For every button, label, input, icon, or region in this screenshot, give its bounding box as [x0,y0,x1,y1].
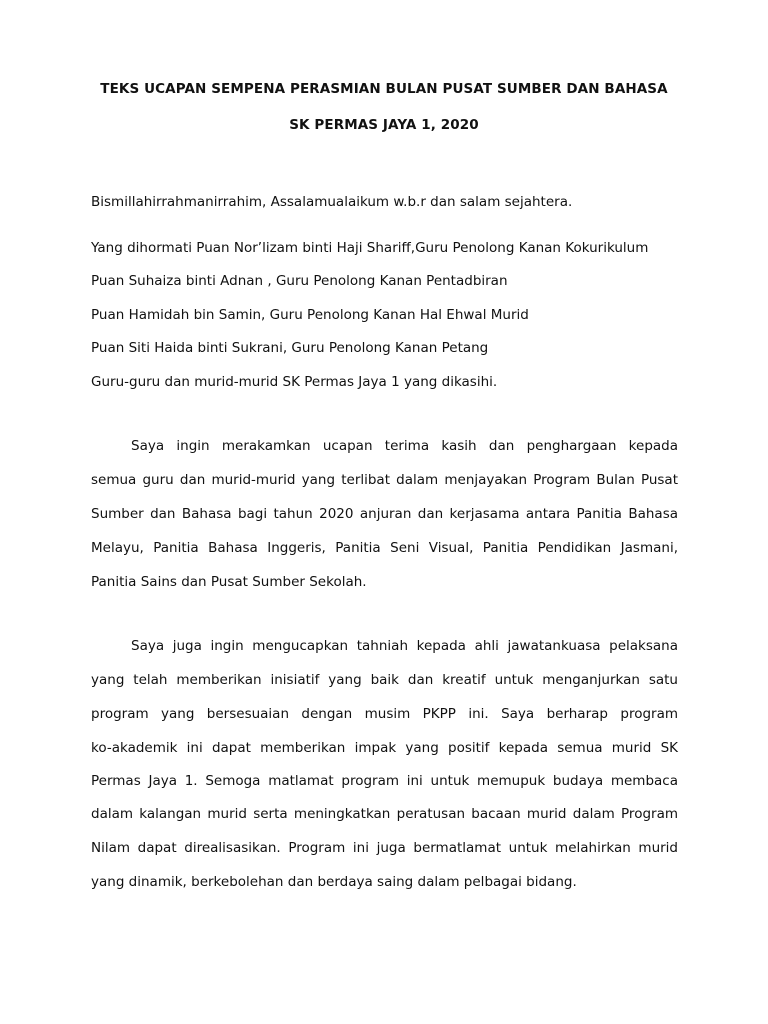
salutation-line: Puan Hamidah bin Samin, Guru Penolong Kanan Hal Ehwal Murid [91,307,529,323]
salutation-line: Guru-guru dan murid-murid SK Permas Jaya 1 yang dikasihi. [91,374,498,390]
paragraph-1-line: Melayu, Panitia Bahasa Inggeris, Panitia Seni Visual, Panitia Pendidikan Jasmani, [91,540,678,556]
paragraph-2-line: program yang bersesuaian dengan musim PKPP ini. Saya berharap program [91,706,678,722]
document-title-line-1: TEKS UCAPAN SEMPENA PERASMIAN BULAN PUSAT SUMBER DAN BAHASA [100,81,668,97]
paragraph-2-line: yang telah memberikan inisiatif yang baik dan kreatif untuk menganjurkan satu [91,672,678,688]
paragraph-1-line: Saya ingin merakamkan ucapan terima kasih dan penghargaan kepada [131,438,678,454]
paragraph-1-line: semua guru dan murid-murid yang terlibat dalam menjayakan Program Bulan Pusat [91,472,678,488]
paragraph-1-line: Panitia Sains dan Pusat Sumber Sekolah. [91,574,367,590]
salutation-line: Puan Suhaiza binti Adnan , Guru Penolong Kanan Pentadbiran [91,273,508,289]
paragraph-2-line: yang dinamik, berkebolehan dan berdaya saing dalam pelbagai bidang. [91,874,577,890]
salutation-line: Yang dihormati Puan Nor’lizam binti Haji Shariff,Guru Penolong Kanan Kokurikulum [91,240,649,256]
salutation-line: Puan Siti Haida binti Sukrani, Guru Penolong Kanan Petang [91,340,489,356]
paragraph-2-line: Nilam dapat direalisasikan. Program ini juga bermatlamat untuk melahirkan murid [91,840,678,856]
document-title-line-2: SK PERMAS JAYA 1, 2020 [289,117,479,133]
paragraph-2-line: ko-akademik ini dapat memberikan impak yang positif kepada semua murid SK [91,740,678,756]
paragraph-1-line: Sumber dan Bahasa bagi tahun 2020 anjuran dan kerjasama antara Panitia Bahasa [91,506,678,522]
paragraph-2-line: Permas Jaya 1. Semoga matlamat program ini untuk memupuk budaya membaca [91,773,678,789]
paragraph-2-line: Saya juga ingin mengucapkan tahniah kepada ahli jawatankuasa pelaksana [131,638,678,654]
paragraph-2-line: dalam kalangan murid serta meningkatkan peratusan bacaan murid dalam Program [91,806,678,822]
greeting-line: Bismillahirrahmanirrahim, Assalamualaikum w.b.r dan salam sejahtera. [91,194,573,210]
